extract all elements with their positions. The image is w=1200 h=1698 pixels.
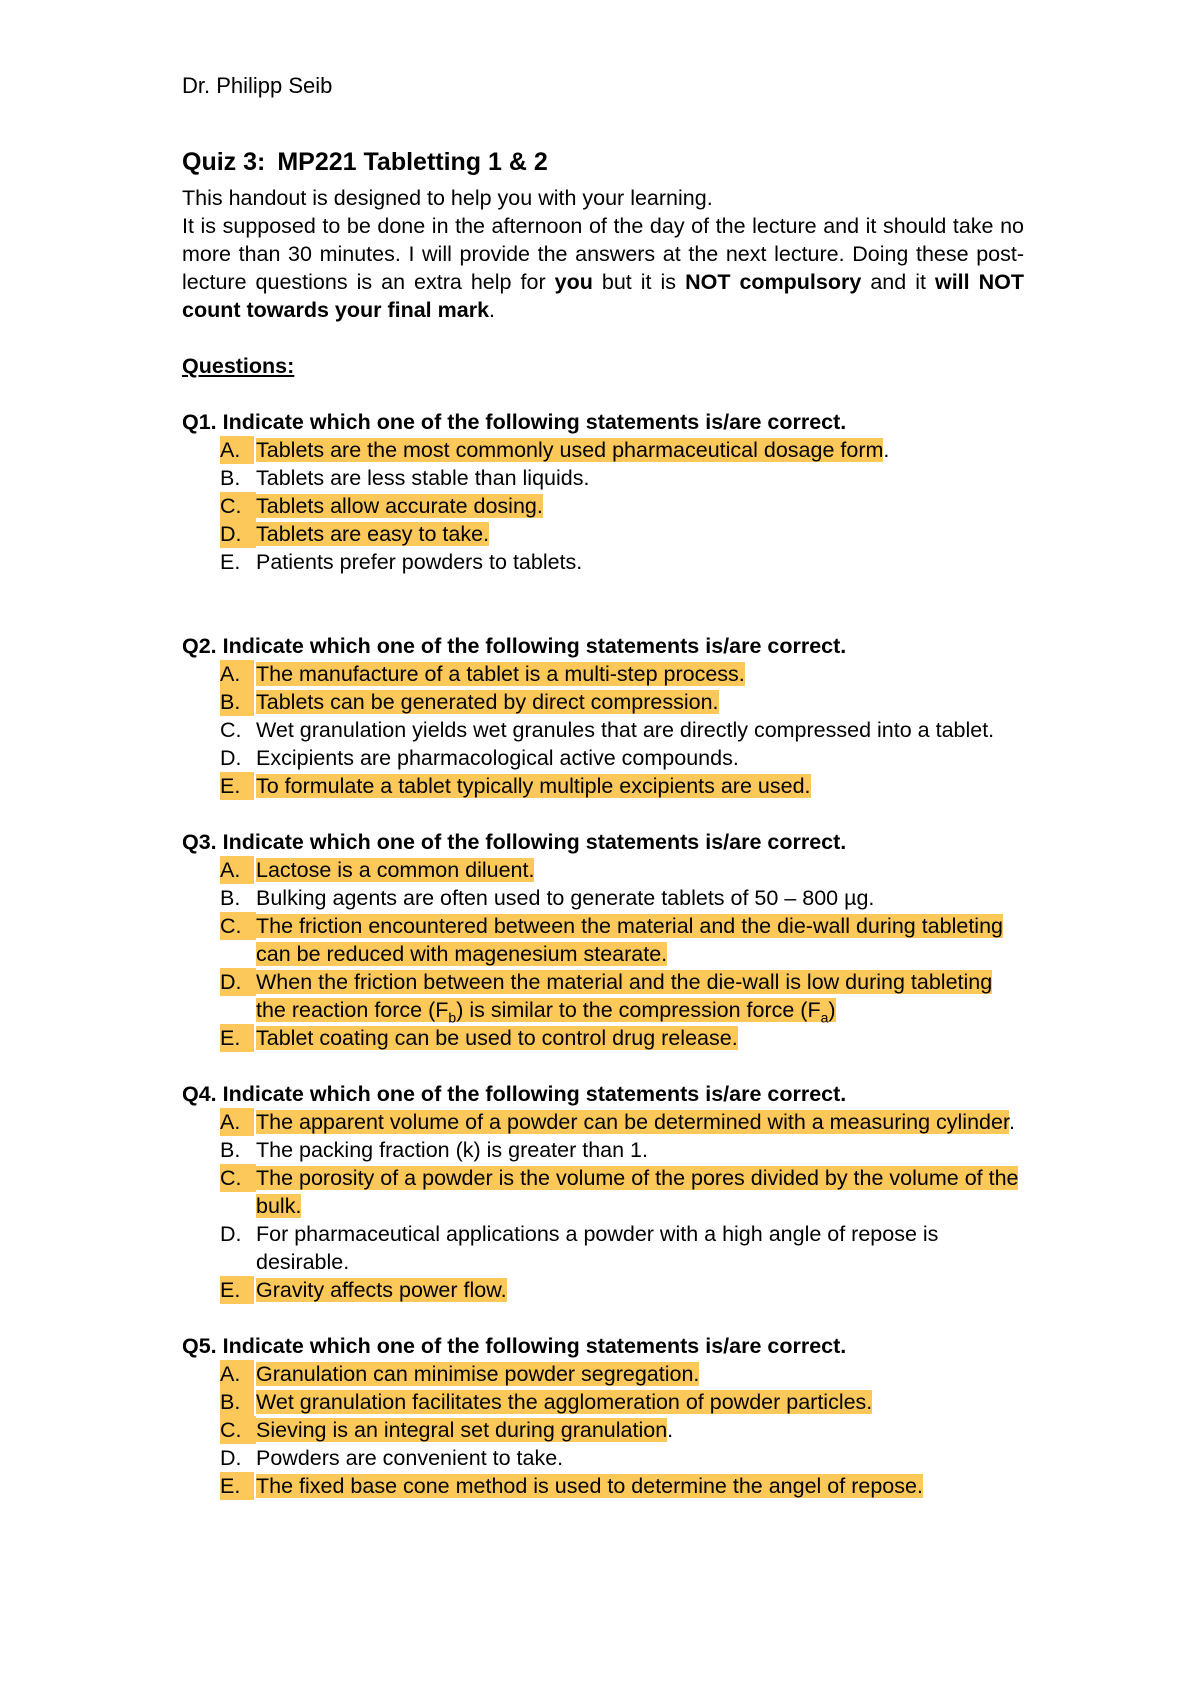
option-letter: D. [220, 520, 256, 548]
intro-text [182, 184, 1024, 324]
question-text: Q1. Indicate which one of the following statements is/are correct. [182, 410, 847, 434]
quiz-title [182, 146, 1024, 178]
intro-text-part: It is supposed to be done in the afternoon of the day of the lecture and it should take no more than 30 minutes. I will provide the answers at the next lecture. Doing these post-lecture questions is an extra help for [182, 214, 1024, 294]
option-text: Patients prefer powders to tablets. [256, 550, 583, 574]
option-d [182, 1220, 1024, 1276]
option-list [182, 1108, 1024, 1304]
option-text: Granulation can minimise powder segregation. [256, 1362, 700, 1386]
option-d [182, 744, 1024, 772]
quiz-title-course: MP221 Tabletting 1 & 2 [277, 148, 548, 176]
option-letter: A. [220, 856, 254, 884]
option-letter: E. [220, 1472, 254, 1500]
option-tail: . [883, 438, 890, 462]
option-text: Sieving is an integral set during granulation [256, 1418, 668, 1442]
option-d [182, 1444, 1024, 1472]
option-d [182, 520, 1024, 548]
option-text: For pharmaceutical applications a powder with a high angle of repose is desirable. [256, 1222, 939, 1274]
option-letter: D. [220, 968, 256, 996]
option-e [182, 1472, 1024, 1500]
option-letter: E. [220, 1024, 254, 1052]
option-letter: D. [220, 1222, 242, 1246]
option-text [256, 970, 993, 1026]
option-a [182, 1360, 1024, 1388]
option-letter: A. [220, 1108, 254, 1136]
option-text: Gravity affects power flow. [256, 1278, 507, 1302]
option-e [182, 548, 1024, 576]
option-a [182, 436, 1024, 464]
option-text-part: ) is similar to the compression force (F [456, 998, 821, 1022]
option-letter: B. [220, 1388, 254, 1416]
subscript-b: b [448, 1009, 457, 1026]
option-letter: E. [220, 550, 241, 574]
option-letter: E. [220, 1276, 254, 1304]
option-text: Tablets allow accurate dosing. [256, 494, 543, 518]
option-text-part: When the friction between the material and the die-wall is low during tableting the reaction force (F [256, 970, 993, 1022]
question-5 [182, 1332, 1024, 1500]
option-text: Tablets are less stable than liquids. [256, 466, 590, 490]
option-letter: B. [220, 688, 254, 716]
option-e [182, 1024, 1024, 1052]
option-letter: B. [220, 886, 241, 910]
option-a [182, 856, 1024, 884]
option-c [182, 492, 1024, 520]
option-letter: A. [220, 436, 254, 464]
option-c [182, 1164, 1024, 1220]
intro-emphasis-you: you [554, 270, 593, 294]
option-letter: D. [220, 746, 242, 770]
question-text: Q2. Indicate which one of the following statements is/are correct. [182, 634, 847, 658]
question-1 [182, 408, 1024, 576]
option-tail: . [667, 1418, 674, 1442]
option-b [182, 884, 1024, 912]
option-text: Bulking agents are often used to generate tablets of 50 – 800 µg. [256, 886, 875, 910]
document-content [182, 146, 1024, 1528]
intro-line-1: This handout is designed to help you with your learning. [182, 186, 713, 210]
option-b [182, 1388, 1024, 1416]
option-text: Tablets are the most commonly used pharmaceutical dosage form [256, 438, 884, 462]
option-letter: B. [220, 1138, 241, 1162]
subscript-a: a [820, 1009, 829, 1026]
option-text: The apparent volume of a powder can be determined with a measuring cylinder [256, 1110, 1009, 1134]
intro-text-part: and it [861, 270, 935, 294]
option-list [182, 856, 1024, 1052]
intro-emphasis-not-compulsory: NOT compulsory [685, 270, 862, 294]
option-d [182, 968, 1024, 1024]
option-text: The porosity of a powder is the volume of the pores divided by the volume of the bulk. [256, 1166, 1019, 1218]
option-c [182, 1416, 1024, 1444]
intro-text-part: but it is [592, 270, 686, 294]
option-text: To formulate a tablet typically multiple excipients are used. [256, 774, 811, 798]
question-4 [182, 1080, 1024, 1304]
option-list [182, 660, 1024, 800]
option-c [182, 912, 1024, 968]
option-list [182, 1360, 1024, 1500]
option-letter: A. [220, 660, 254, 688]
option-tail: . [1008, 1110, 1015, 1134]
option-text: The manufacture of a tablet is a multi-step process. [256, 662, 745, 686]
option-letter: C. [220, 492, 256, 520]
question-2 [182, 632, 1024, 800]
option-text: The friction encountered between the material and the die-wall during tableting can be reduced with magenesium stearate. [256, 914, 1003, 966]
option-c [182, 716, 1024, 744]
question-text: Q3. Indicate which one of the following statements is/are correct. [182, 830, 847, 854]
option-text: Tablets are easy to take. [256, 522, 490, 546]
option-a [182, 1108, 1024, 1136]
option-letter: C. [220, 1416, 256, 1444]
option-text: Lactose is a common diluent. [256, 858, 535, 882]
option-b [182, 464, 1024, 492]
option-letter: C. [220, 718, 242, 742]
question-text: Q4. Indicate which one of the following statements is/are correct. [182, 1082, 847, 1106]
question-3 [182, 828, 1024, 1052]
option-e [182, 772, 1024, 800]
intro-text-part: . [489, 298, 496, 322]
option-letter: D. [220, 1446, 242, 1470]
author-name: Dr. Philipp Seib [182, 73, 333, 98]
option-letter: A. [220, 1360, 254, 1388]
questions-heading: Questions: [182, 354, 295, 378]
option-a [182, 660, 1024, 688]
option-text: Excipients are pharmacological active compounds. [256, 746, 739, 770]
option-b [182, 1136, 1024, 1164]
option-letter: C. [220, 1164, 256, 1192]
option-list [182, 436, 1024, 576]
option-e [182, 1276, 1024, 1304]
option-letter: B. [220, 466, 241, 490]
option-text: Wet granulation yields wet granules that are directly compressed into a tablet. [256, 718, 995, 742]
option-letter: C. [220, 912, 256, 940]
option-text: The fixed base cone method is used to determine the angel of repose. [256, 1474, 923, 1498]
option-text: Tablet coating can be used to control drug release. [256, 1026, 738, 1050]
question-text: Q5. Indicate which one of the following statements is/are correct. [182, 1334, 847, 1358]
option-text-part: ) [828, 998, 836, 1022]
option-text: Powders are convenient to take. [256, 1446, 564, 1470]
intro-emphasis-final-mark: will NOT count towards your final mark [182, 270, 1025, 322]
option-letter: E. [220, 772, 254, 800]
option-text: Tablets can be generated by direct compression. [256, 690, 719, 714]
option-text: The packing fraction (k) is greater than 1. [256, 1138, 648, 1162]
option-text: Wet granulation facilitates the agglomeration of powder particles. [256, 1390, 873, 1414]
quiz-title-prefix: Quiz 3: [182, 148, 266, 176]
intro-paragraph [182, 212, 1024, 324]
option-b [182, 688, 1024, 716]
